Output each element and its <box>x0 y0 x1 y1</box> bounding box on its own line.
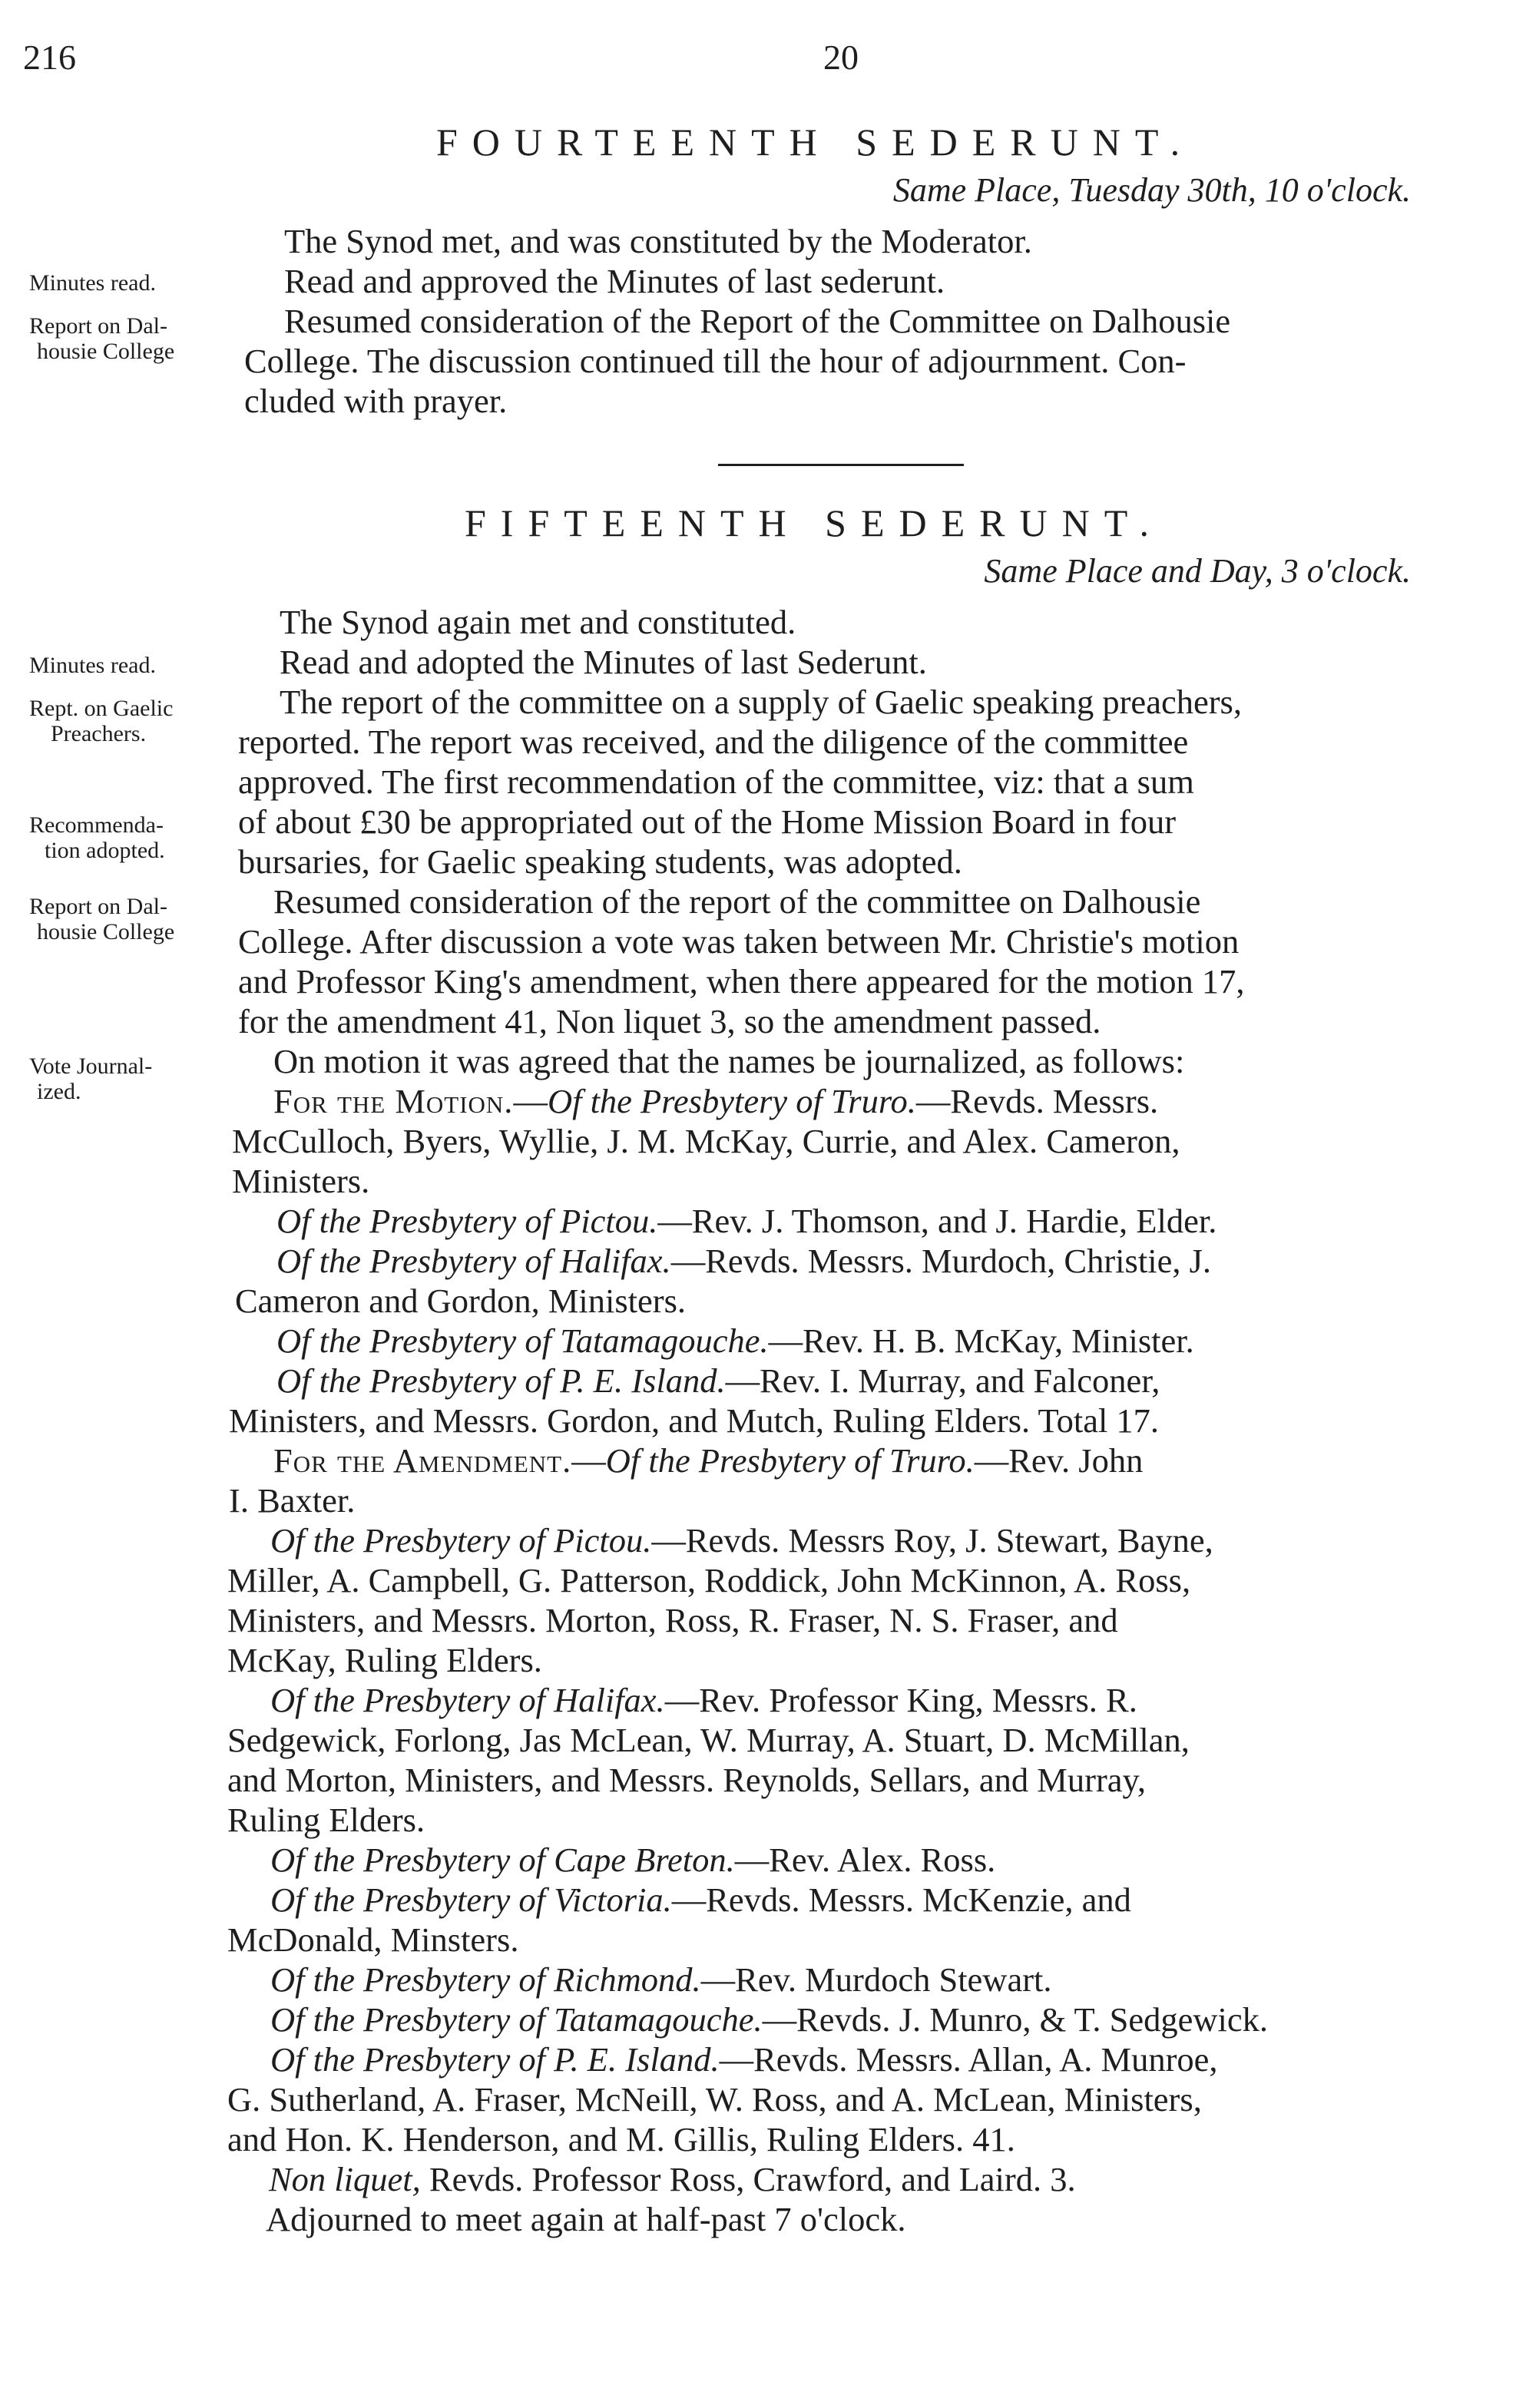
left-page-number: 216 <box>23 38 76 77</box>
text-line: McCulloch, Byers, Wyllie, J. M. McKay, Currie, and Alex. Cameron, <box>232 1122 1180 1160</box>
text-line: for the amendment 41, Non liquet 3, so the amendment passed. <box>238 1002 1101 1040</box>
text-line: Ministers. <box>232 1162 370 1200</box>
text-line: Sedgewick, Forlong, Jas McLean, W. Murray, A. Stuart, D. McMillan, <box>227 1721 1190 1759</box>
text-line: cluded with prayer. <box>244 382 508 420</box>
margin-note: Rept. on Gaelic Preachers. <box>29 696 174 746</box>
margin-note: Report on Dal- housie College <box>29 313 175 364</box>
text-line: Of the Presbytery of Richmond.—Rev. Murdoch Stewart. <box>270 1960 1052 1999</box>
section-subheading-fifteenth: Same Place and Day, 3 o'clock. <box>984 552 1411 590</box>
text-line: Of the Presbytery of Pictou.—Rev. J. Thomson, and J. Hardie, Elder. <box>276 1202 1217 1240</box>
text-line: Read and adopted the Minutes of last Sederunt. <box>280 643 927 681</box>
margin-note: Minutes read. <box>29 270 156 296</box>
motion-label: For the Motion. <box>273 1082 514 1120</box>
text-line: McKay, Ruling Elders. <box>227 1641 542 1679</box>
margin-note: Vote Journal- ized. <box>29 1054 153 1104</box>
text-line: College. The discussion continued till the hour of adjournment. Con- <box>244 342 1187 380</box>
section-subheading-fourteenth: Same Place, Tuesday 30th, 10 o'clock. <box>892 171 1411 209</box>
text-line: Resumed consideration of the report of the committee on Dalhousie <box>273 882 1201 921</box>
text-line: McDonald, Minsters. <box>227 1920 519 1959</box>
text-line: bursaries, for Gaelic speaking students, was adopted. <box>238 842 962 881</box>
margin-note: Minutes read. <box>29 653 156 678</box>
text-line: G. Sutherland, A. Fraser, McNeill, W. Ross, and A. McLean, Ministers, <box>227 2080 1202 2119</box>
text-line: Cameron and Gordon, Ministers. <box>235 1282 687 1320</box>
center-page-number: 20 <box>823 38 859 77</box>
text-line: and Professor King's amendment, when there appeared for the motion 17, <box>238 962 1245 1001</box>
margin-note: Recommenda- tion adopted. <box>29 812 165 863</box>
text-line: Of the Presbytery of Tatamagouche.—Rev. H. B. McKay, Minister. <box>276 1321 1194 1360</box>
text-line: of about £30 be appropriated out of the Home Mission Board in four <box>238 802 1177 841</box>
text-line: College. After discussion a vote was taken between Mr. Christie's motion <box>238 922 1240 961</box>
adjournment-line: Adjourned to meet again at half-past 7 o'clock. <box>266 2200 906 2238</box>
text-line: approved. The first recommendation of the committee, viz: that a sum <box>238 762 1194 801</box>
text-line: Of the Presbytery of P. E. Island.—Rev. I. Murray, and Falconer, <box>276 1361 1160 1400</box>
text-line: Miller, A. Campbell, G. Patterson, Roddick, John McKinnon, A. Ross, <box>227 1561 1191 1599</box>
section-heading-fifteenth: FIFTEENTH SEDERUNT. <box>465 501 1164 544</box>
text-line: Of the Presbytery of Halifax.—Revds. Messrs. Murdoch, Christie, J. <box>276 1242 1212 1280</box>
text-line: Ministers, and Messrs. Gordon, and Mutch, Ruling Elders. Total 17. <box>229 1401 1160 1440</box>
text-line: and Hon. K. Henderson, and M. Gillis, Ruling Elders. 41. <box>227 2120 1015 2158</box>
text-line: The Synod again met and constituted. <box>280 603 796 641</box>
text-line: Read and approved the Minutes of last sederunt. <box>284 262 945 300</box>
text-line: Of the Presbytery of Tatamagouche.—Revds. J. Munro, & T. Sedgewick. <box>270 2000 1269 2039</box>
text-line: I. Baxter. <box>229 1481 356 1520</box>
margin-note: Report on Dal- housie College <box>29 894 175 944</box>
section-divider <box>718 464 964 466</box>
text-line: On motion it was agreed that the names be journalized, as follows: <box>273 1042 1185 1080</box>
text-line: The report of the committee on a supply of Gaelic speaking preachers, <box>280 683 1242 721</box>
text-line: For the Motion.—Of the Presbytery of Truro.—Revds. Messrs. <box>273 1082 1159 1120</box>
text-line: Of the Presbytery of Cape Breton.—Rev. Alex. Ross. <box>270 1841 996 1879</box>
text-line: For the Amendment.—Of the Presbytery of Truro.—Rev. John <box>273 1441 1144 1480</box>
text-line: Of the Presbytery of P. E. Island.—Revds. Messrs. Allan, A. Munroe, <box>270 2040 1218 2079</box>
text-line: Resumed consideration of the Report of the Committee on Dalhousie <box>284 302 1231 340</box>
text-line: The Synod met, and was constituted by the Moderator. <box>284 222 1032 260</box>
amendment-label: For the Amendment. <box>273 1441 572 1480</box>
non-liquet-line: Non liquet, Revds. Professor Ross, Crawford, and Laird. 3. <box>269 2160 1076 2198</box>
text-line: Ministers, and Messrs. Morton, Ross, R. Fraser, N. S. Fraser, and <box>227 1601 1118 1639</box>
text-line: Of the Presbytery of Halifax.—Rev. Professor King, Messrs. R. <box>270 1681 1137 1719</box>
text-line: Ruling Elders. <box>227 1801 425 1839</box>
section-heading-fourteenth: FOURTEENTH SEDERUNT. <box>436 121 1195 164</box>
text-line: reported. The report was received, and the diligence of the committee <box>238 723 1189 761</box>
text-line: Of the Presbytery of Pictou.—Revds. Messrs Roy, J. Stewart, Bayne, <box>270 1521 1213 1560</box>
text-line: Of the Presbytery of Victoria.—Revds. Messrs. McKenzie, and <box>270 1880 1131 1919</box>
text-line: and Morton, Ministers, and Messrs. Reynolds, Sellars, and Murray, <box>227 1761 1147 1799</box>
